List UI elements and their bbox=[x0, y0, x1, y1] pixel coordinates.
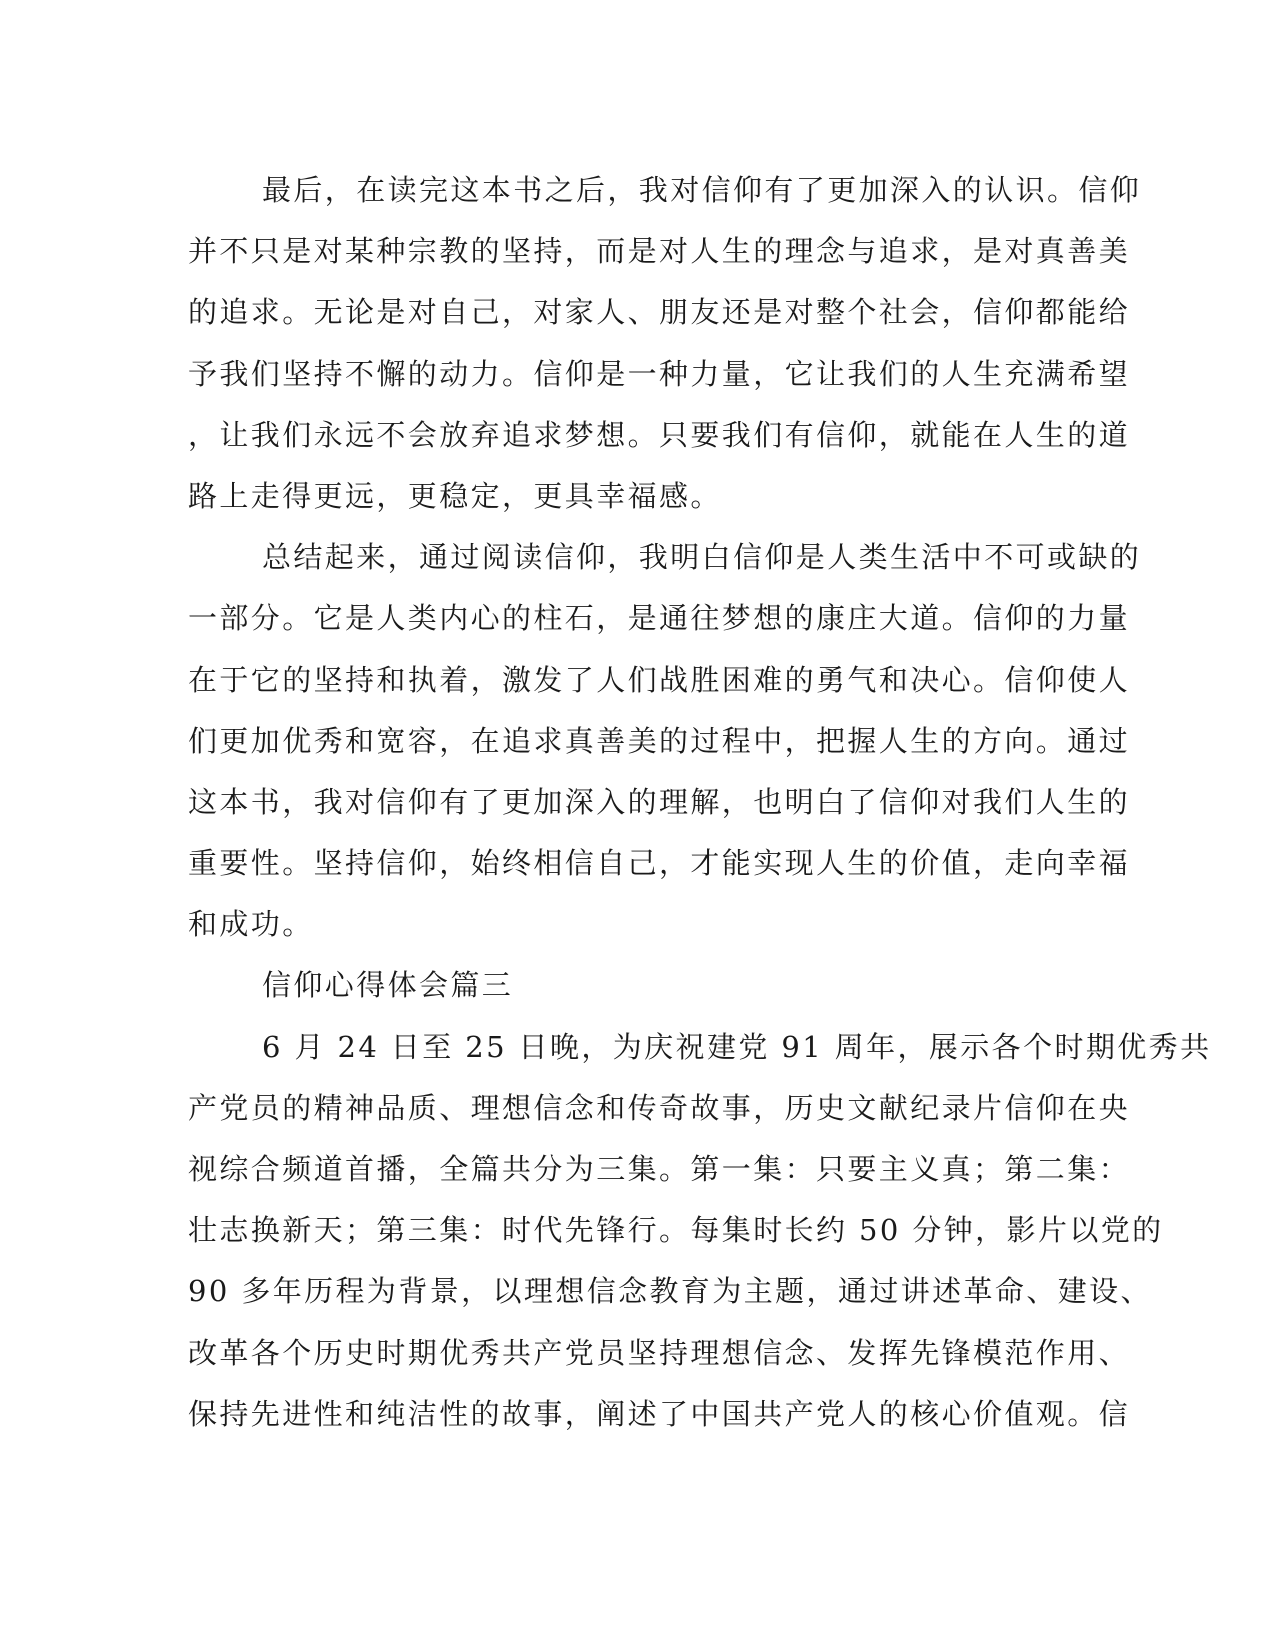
text-line: 一部分。它是人类内心的柱石，是通往梦想的康庄大道。信仰的力量 bbox=[188, 601, 1131, 636]
text-line: 的追求。无论是对自己，对家人、朋友还是对整个社会，信仰都能给 bbox=[188, 295, 1131, 330]
text-line: 改革各个历史时期优秀共产党员坚持理想信念、发挥先锋模范作用、 bbox=[188, 1335, 1131, 1370]
text-line: 并不只是对某种宗教的坚持，而是对人生的理念与追求，是对真善美 bbox=[188, 234, 1131, 269]
text-line: 和成功。 bbox=[188, 907, 314, 942]
text-line: 6 月 24 日至 25 日晚，为庆祝建党 91 周年，展示各个时期优秀共 bbox=[262, 1029, 1212, 1064]
text-line: 壮志换新天；第三集：时代先锋行。每集时长约 50 分钟，影片以党的 bbox=[188, 1213, 1164, 1248]
document-body bbox=[188, 160, 1212, 1445]
text-line: 视综合频道首播，全篇共分为三集。第一集：只要主义真；第二集： bbox=[188, 1152, 1131, 1186]
text-line: 90 多年历程为背景，以理想信念教育为主题，通过讲述革命、建设、 bbox=[188, 1274, 1152, 1309]
text-line: 予我们坚持不懈的动力。信仰是一种力量，它让我们的人生充满希望 bbox=[188, 356, 1131, 391]
text-line: 在于它的坚持和执着，激发了人们战胜困难的勇气和决心。信仰使人 bbox=[188, 662, 1131, 697]
text-line: 产党员的精神品质、理想信念和传奇故事，历史文献纪录片信仰在央 bbox=[188, 1090, 1131, 1125]
text-line: 信仰心得体会篇三 bbox=[262, 968, 514, 1003]
text-line: 们更加优秀和宽容，在追求真善美的过程中，把握人生的方向。通过 bbox=[188, 723, 1131, 758]
text-line: 保持先进性和纯洁性的故事，阐述了中国共产党人的核心价值观。信 bbox=[188, 1396, 1131, 1431]
text-line: 路上走得更远，更稳定，更具幸福感。 bbox=[188, 478, 722, 513]
text-line: 总结起来，通过阅读信仰，我明白信仰是人类生活中不可或缺的 bbox=[262, 540, 1142, 575]
text-line: ，让我们永远不会放弃追求梦想。只要我们有信仰，就能在人生的道 bbox=[188, 417, 1131, 452]
text-line: 最后，在读完这本书之后，我对信仰有了更加深入的认识。信仰 bbox=[262, 173, 1142, 207]
text-line: 这本书，我对信仰有了更加深入的理解，也明白了信仰对我们人生的 bbox=[188, 784, 1131, 819]
text-line: 重要性。坚持信仰，始终相信自己，才能实现人生的价值，走向幸福 bbox=[188, 846, 1131, 881]
